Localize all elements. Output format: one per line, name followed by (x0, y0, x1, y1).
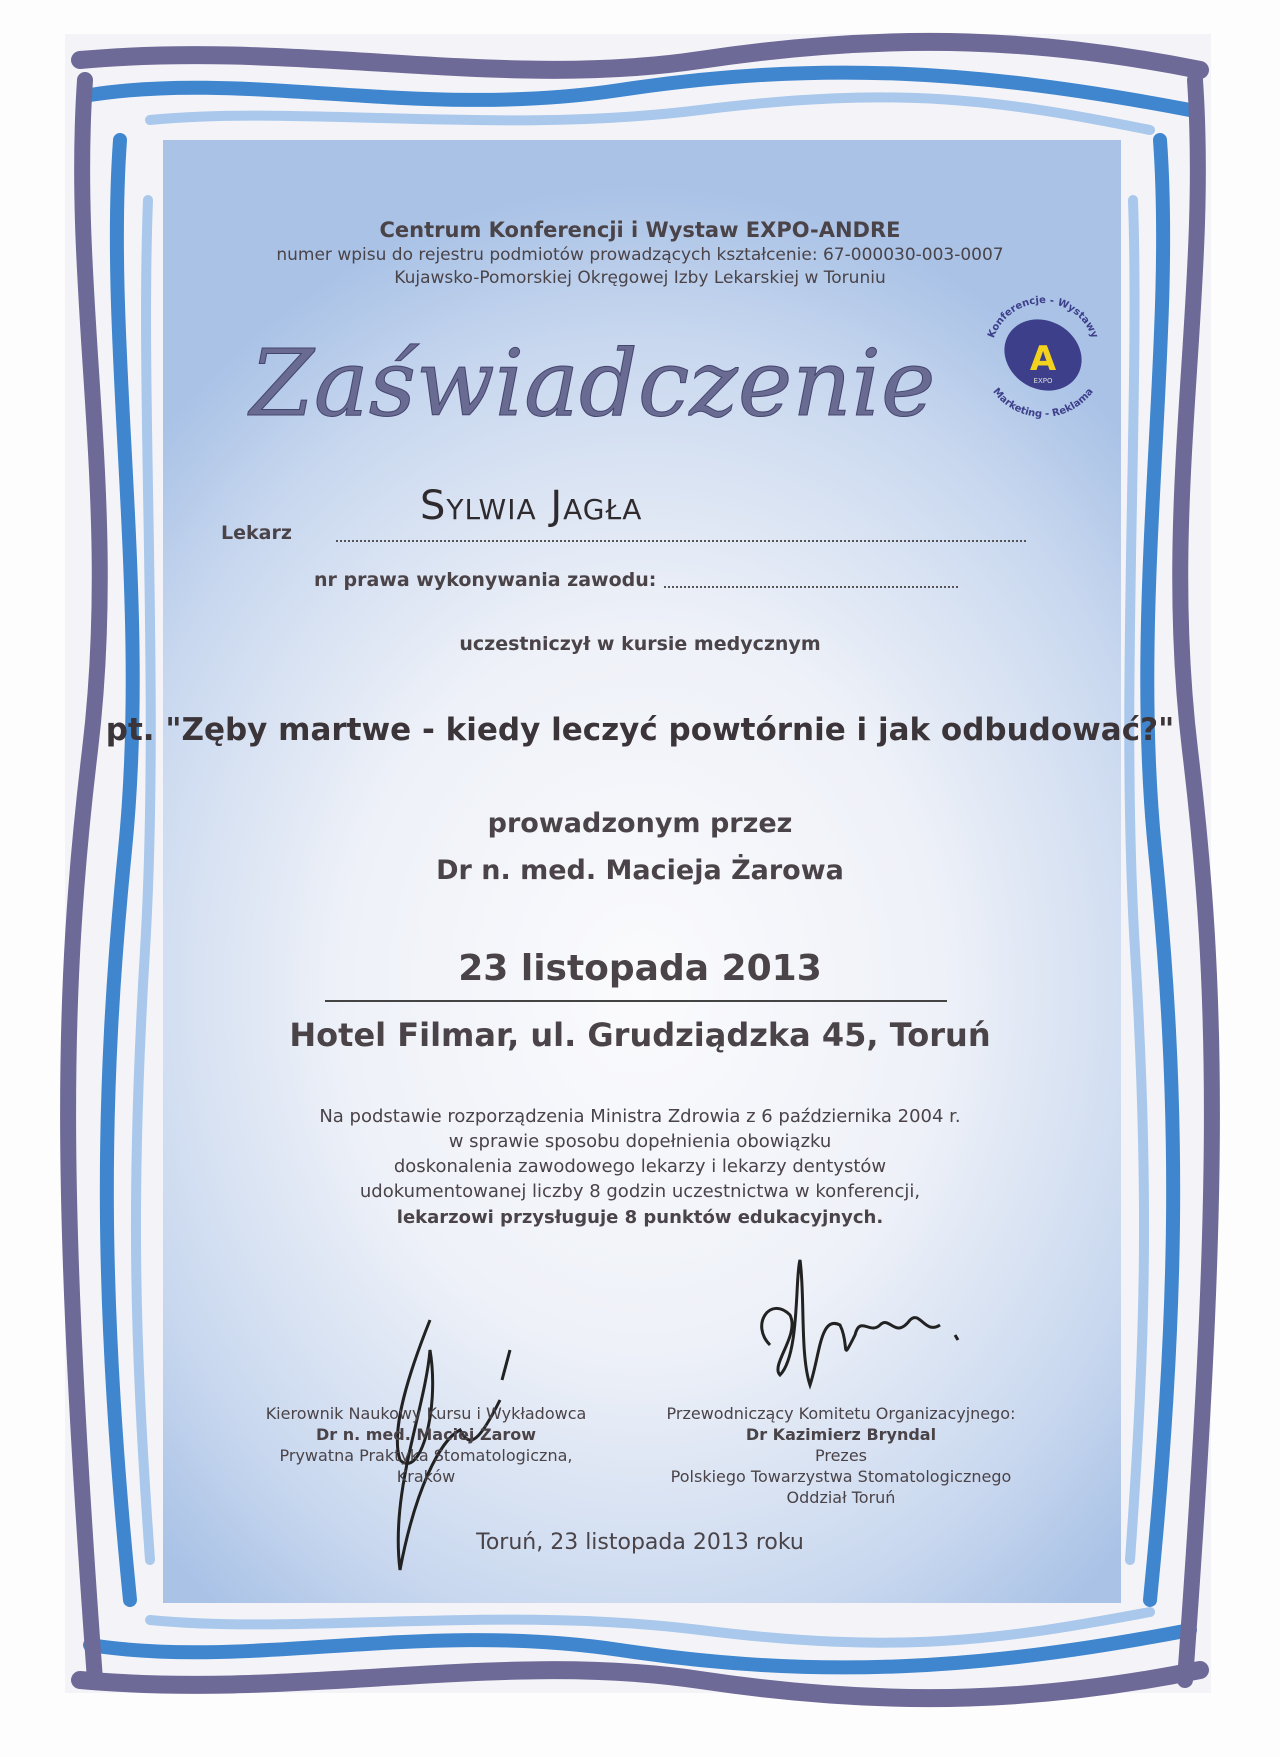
legal-line-1: Na podstawie rozporządzenia Ministra Zdrowia z 6 października 2004 r. (319, 1106, 961, 1127)
legal-line-4: udokumentowanej liczby 8 godzin uczestnictwa w konferencji, (359, 1181, 921, 1202)
svg-text:A: A (1029, 339, 1057, 379)
recipient-name: Sylwia Jagła (420, 483, 643, 529)
date-divider (325, 1000, 947, 1002)
place-and-date: Toruń, 23 listopada 2013 roku (476, 1530, 804, 1555)
right-signatory-role: Przewodniczący Komitetu Organizacyjnego: (666, 1404, 1016, 1423)
right-signature (740, 1255, 970, 1405)
expo-andre-logo (978, 290, 1108, 420)
svg-text:Marketing - Reklama: Marketing - Reklama (990, 386, 1096, 420)
right-signatory-name: Dr Kazimierz Bryndal (745, 1425, 937, 1444)
license-dotted-line (664, 586, 958, 588)
legal-line-3: doskonalenia zawodowego lekarzy i lekarzy dentystów (393, 1156, 887, 1177)
right-signatory-title: Prezes (814, 1446, 867, 1465)
registry-number: numer wpisu do rejestru podmiotów prowadzących kształcenie: 67-000030-003-0007 (276, 245, 1004, 265)
left-signatory-name: Dr n. med. Maciej Żarow (315, 1425, 537, 1444)
left-signatory-practice: Prywatna Praktyka Stomatologiczna, (279, 1446, 573, 1465)
legal-points: lekarzowi przysługuje 8 punktów edukacyjnych. (396, 1207, 884, 1228)
doctor-label: Lekarz (221, 522, 292, 544)
right-signatory-society: Polskiego Towarzystwa Stomatologicznego (670, 1467, 1012, 1486)
venue: Hotel Filmar, ul. Grudziądzka 45, Toruń (289, 1016, 991, 1054)
medical-chamber: Kujawsko-Pomorskiej Okręgowej Izby Lekarskiej w Toruniu (394, 268, 886, 288)
name-dotted-line (336, 540, 1026, 542)
right-signatory-branch: Oddział Toruń (786, 1488, 896, 1507)
course-title: pt. "Zęby martwe - kiedy leczyć powtórnie i jak odbudować?" (105, 712, 1175, 748)
participation-text: uczestniczył w kursie medycznym (459, 633, 821, 655)
svg-text:Konferencje - Wystawy: Konferencje - Wystawy (986, 294, 1100, 340)
organizer-name: Centrum Konferencji i Wystaw EXPO-ANDRE (379, 218, 901, 242)
certificate-title: Zaświadczenie (250, 330, 936, 437)
svg-text:EXPO: EXPO (1033, 377, 1053, 385)
left-signatory-city: Kraków (396, 1467, 456, 1486)
lecturer-name: Dr n. med. Macieja Żarowa (436, 855, 844, 886)
legal-line-2: w sprawie sposobu dopełnienia obowiązku (448, 1131, 832, 1152)
left-signatory-role: Kierownik Naukowy Kursu i Wykładowca (265, 1404, 587, 1423)
course-date: 23 listopada 2013 (458, 948, 822, 989)
license-label: nr prawa wykonywania zawodu: (314, 569, 657, 591)
led-by-label: prowadzonym przez (487, 808, 793, 839)
